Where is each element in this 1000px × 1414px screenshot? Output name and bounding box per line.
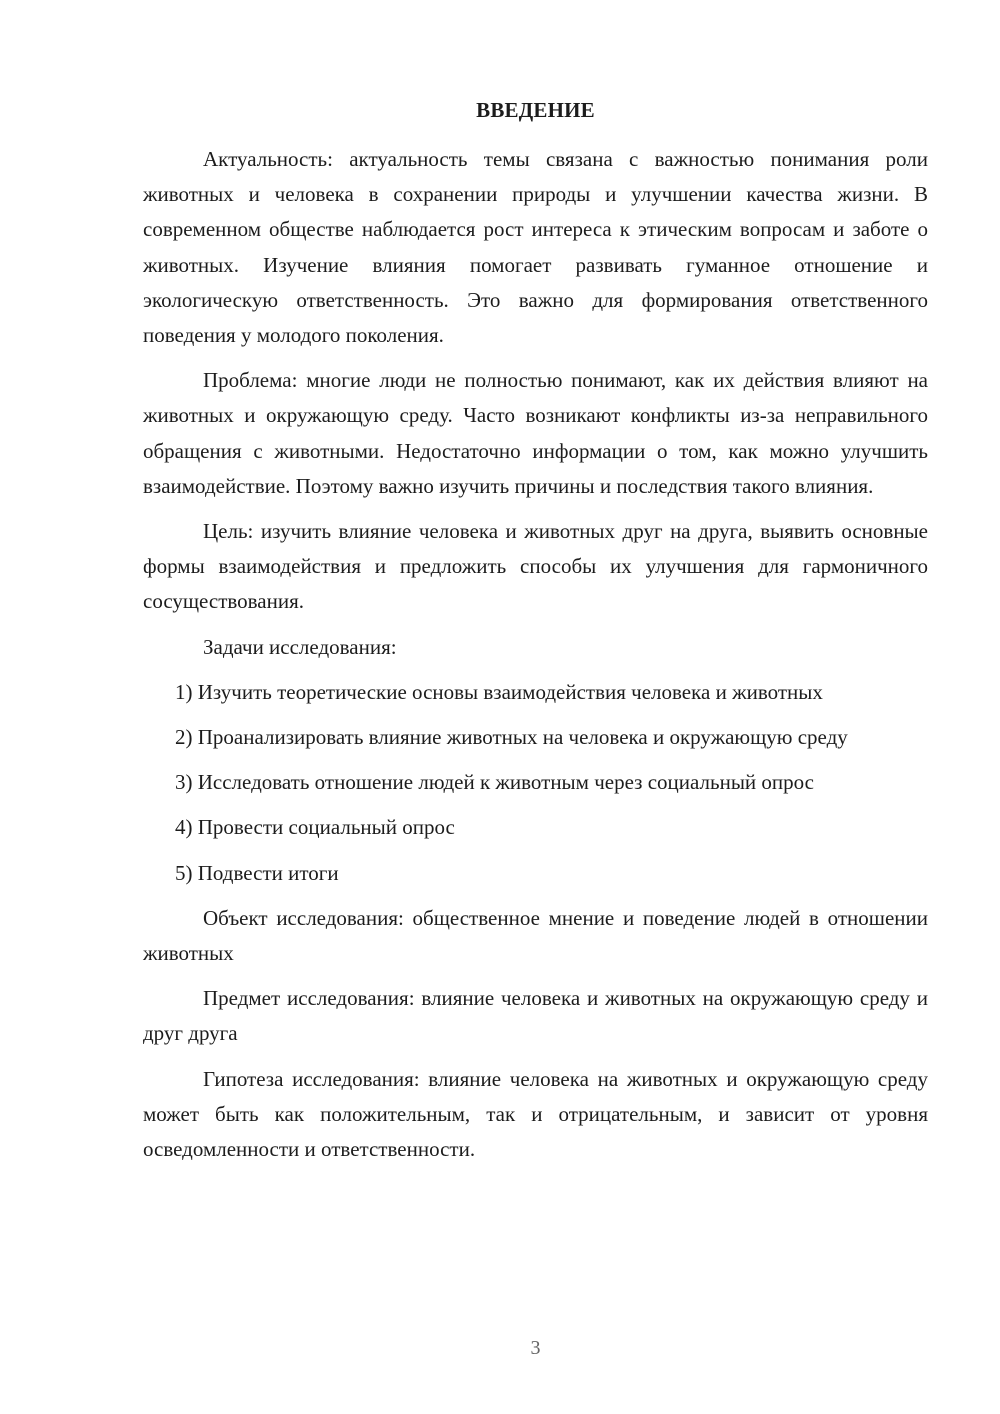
document-page xyxy=(143,0,928,1414)
relevance-paragraph: Актуальность: актуальность темы связана с важностью понимания роли животных и человека в сохранении природы и улучшении качества жизни. В современном обществе наблюдается рост интереса к этическим вопросам и заботе о животных. Изучение влияния помогает развивать гуманное отношение и экологическую ответственность. Это важно для формирования ответственного поведения у молодого поколения. xyxy=(143,147,928,348)
goal-paragraph: Цель: изучить влияние человека и животных друг на друга, выявить основные формы взаимодействия и предложить способы их улучшения для гармоничного сосуществования. xyxy=(143,519,928,614)
problem-paragraph: Проблема: многие люди не полностью понимают, как их действия влияют на животных и окружающую среду. Часто возникают конфликты из-за неправильного обращения с животными. Недостаточно информации о том, как можно улучшить взаимодействие. Поэтому важно изучить причины и последствия такого влияния. xyxy=(143,368,928,498)
hypothesis-paragraph: Гипотеза исследования: влияние человека на животных и окружающую среду может быть как положительным, так и отрицательным, и зависит от уровня осведомленности и ответственности. xyxy=(143,1066,928,1162)
tasks-heading: Задачи исследования: xyxy=(203,634,397,659)
task-list-item: 5) Подвести итоги xyxy=(175,860,339,885)
task-list-item: 1) Изучить теоретические основы взаимодействия человека и животных xyxy=(175,679,823,704)
document-body xyxy=(143,142,928,1167)
task-list-item: 4) Провести социальный опрос xyxy=(175,815,455,840)
section-title: ВВЕДЕНИЕ xyxy=(476,98,595,122)
subject-paragraph: Предмет исследования: влияние человека и животных на окружающую среду и друг друга xyxy=(143,986,928,1046)
object-paragraph: Объект исследования: общественное мнение и поведение людей в отношении животных xyxy=(143,905,928,966)
task-list-item: 3) Исследовать отношение людей к животным через социальный опрос xyxy=(175,770,814,795)
task-list-item: 2) Проанализировать влияние животных на человека и окружающую среду xyxy=(175,725,848,750)
page-number: 3 xyxy=(530,1337,541,1359)
